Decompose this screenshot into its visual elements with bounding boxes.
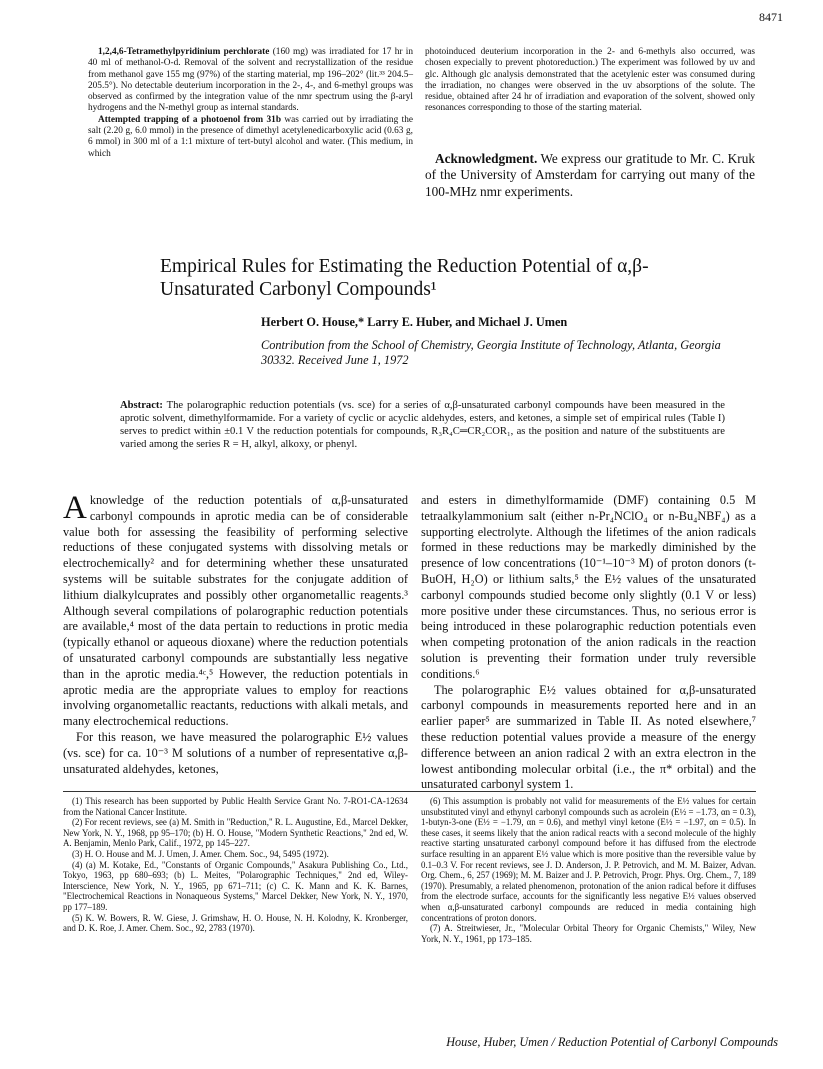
continuation-paragraph xyxy=(88,47,413,115)
footnotes-right xyxy=(421,796,756,944)
abstract-text: The polarographic reduction potentials (vs. sce) for a series of α,β-unsaturated carbonyl compounds have been measured in the aprotic solvent, dimethylformamide. For a variety of cyclic or acyclic aldehydes, esters, and ketones, a simple set of empirical rules (Table I) serves to predict within ±0.1 V the reduction potentials for compounds, R₃R₄C═CR₂COR₁, as the position and nature of the substituents are varied among the series R = H, alkyl, alkoxy, or phenyl. xyxy=(120,400,725,450)
body-left-column xyxy=(63,490,408,777)
body-paragraph-text: knowledge of the reduction potentials of α,β-unsaturated carbonyl compounds in aprotic media can be of considerable value both for assessing the feasibility of performing selective reductions of these conjugated systems with dissolving metals or electrochemically² and for determining whether these unsaturated systems will be suitable substrates for the conjugate addition of lithium dialkylcuprates and possibly other organometallic reagents.³ Although several compilations of polarographic reduction potentials are available,⁴ most of the data pertain to reductions in protic media (typically ethanol or aqueous dioxane) where the reduction potentials of unsaturated carbonyl compounds are substantially less negative than in the aprotic media.⁴ᶜ,⁵ However, the reduction potentials in aprotic media are the appropriate values to employ for reactions involving organometallic reactants, reductions with alkali metals, and many electrochemical reductions. xyxy=(63,493,408,729)
page-number: 8471 xyxy=(759,10,783,24)
body-paragraph: and esters in dimethylformamide (DMF) containing 0.5 M tetraalkylammonium salt (either n-Pr₄NClO₄ or n-Bu₄NBF₄) as a supporting electrolyte. Although the lifetimes of the anion radicals formed in these reductions may be markedly diminished by the presence of low concentrations (10⁻¹–10⁻³ M) of proton donors (t-BuOH, H₂O) or lithium salts,⁵ the E½ values of the unsaturated carbonyl compounds studied become only slightly (0.1 V or less) more positive under these circumstances. Thus, no serious error is being introduced in these polarographic reduction potentials even when competing protonation of the anion radicals in the reaction solution is preventing their formation under truly reversible conditions.⁶ xyxy=(421,493,756,681)
article-affiliation: Contribution from the School of Chemistry, Georgia Institute of Technology, Atlanta, Georgia 30332. Received June 1, 1972 xyxy=(261,338,721,367)
article-authors: Herbert O. House,* Larry E. Huber, and Michael J. Umen xyxy=(261,315,568,329)
footnote: (3) H. O. House and M. J. Umen, J. Amer. Chem. Soc., 94, 5495 (1972). xyxy=(72,848,329,859)
paragraph-text: (160 mg) was irradiated for 17 hr in 40 ml of methanol-O-d. Removal of the solvent and recrystallization of the residue from methanol gave 155 mg (97%) of the starting material, mp 196–202° (lit.³³ 204.5–205.5°). No detectable deuterium incorporation in the 2-, 4-, and 6-methyl groups was observed as confirmed by the integration value of the nmr spectrum using the β-aryl hydrogens and the N-methyl group as internal standards. xyxy=(88,47,413,114)
body-paragraph: For this reason, we have measured the polarographic E½ values (vs. sce) for ca. 10⁻³ M solutions of a number of representative α,β-unsaturated aldehydes, ketones, xyxy=(63,729,408,776)
acknowledgment xyxy=(425,151,755,200)
footnote: (2) For recent reviews, see (a) M. Smith in "Reduction," R. L. Augustine, Ed., Marcel Dekker, New York, N. Y., 1968, pp 95–170; (b) H. O. House, "Modern Synthetic Reactions," 2nd ed, W. A. Benjamin, Menlo Park, Calif., 1972, pp 145–227. xyxy=(63,817,408,849)
continuation-left-column xyxy=(88,47,413,160)
footnote: (7) A. Streitwieser, Jr., "Molecular Orbital Theory for Organic Chemists," Wiley, New York, N. Y., 1961, pp 173–185. xyxy=(421,923,756,944)
footnote: (6) This assumption is probably not valid for measurements of the E½ values for certain unsubstituted vinyl and ethynyl carbonyl compounds such as acrolein (E½ = −1.73, αn = 0.3), 1-butyn-3-one (E½ = −1.79, αn = 0.6), and methyl vinyl ketone (E½ = −1.97, αn = 0.5). In these cases, it seems likely that the anion radical reacts with a second molecule of the highly reactive starting unsaturated carbonyl compound before it has diffused from the electrode surface resulting in an apparent E½ value which is more positive than the reversible value by 0.1–0.3 V. For recent reviews, see J. D. Anderson, J. P. Petrovich, and M. M. Baizer, Advan. Org. Chem., 6, 257 (1969); M. M. Baizer and J. P. Petrovich, Progr. Phys. Org. Chem., 7, 189 (1970). Presumably, a related phenomenon, protonation of the anion radical before it diffuses from the electrode surface, accounts for the significantly less negative E½ values observed when α,β-unsaturated carbonyl compounds are reduced in media containing high concentrations of proton donors. xyxy=(421,796,756,923)
footnotes-left xyxy=(63,796,408,934)
acknowledgment-text: We express our gratitude to Mr. C. Kruk of the University of Amsterdam for carrying out many of the 100-MHz nmr experiments. xyxy=(425,151,755,199)
footnote: (4) (a) M. Kotake, Ed., "Constants of Organic Compounds," Asakura Publishing Co., Ltd., Tokyo, 1963, pp 680–693; (b) L. Meites, "Polarographic Techniques," 2nd ed, Wiley-Interscience, New York, N. Y., 1965, pp 671–711; (c) C. K. Mann and K. K. Barnes, "Electrochemical Reactions in Nonaqueous Systems," Marcel Dekker, New York, N. Y., 1970, pp 177–189. xyxy=(63,859,408,912)
continuation-paragraph: photoinduced deuterium incorporation in the 2- and 6-methyls also occurred, was chosen expecially to prevent photoreduction.) The experiment was followed by uv and glc. Although glc analysis demonstrated that the acetylenic ester was consumed during the irradiation, no changes were observed in the uv absorptions of the solute. The residue, obtained after 24 hr of irradiation and evaporation of the solvent, showed only resonances corresponding to those of the starting material. xyxy=(425,47,755,114)
drop-cap: A xyxy=(63,490,87,526)
footnote: (5) K. W. Bowers, R. W. Giese, J. Grimshaw, H. O. House, N. H. Kolodny, K. Kronberger, and D. K. Roe, J. Amer. Chem. Soc., 92, 2783 (1970). xyxy=(63,912,408,934)
paragraph-text: was carried out by irradiating the salt (2.20 g, 6.0 mmol) in the presence of dimethyl acetylenedicarboxylic acid (0.63 g, 6 mmol) in 300 ml of a 1:1 mixture of tert-butyl alcohol and water. (This medium, in which xyxy=(88,114,413,159)
body-paragraph xyxy=(63,490,408,730)
running-footer: House, Huber, Umen / Reduction Potential of Carbonyl Compounds xyxy=(446,1035,778,1049)
continuation-paragraph xyxy=(88,115,413,160)
footnote: (1) This research has been supported by Public Health Service Grant No. 7-RO1-CA-12634 from the National Cancer Institute. xyxy=(63,796,408,817)
abstract xyxy=(120,399,725,451)
footnote-rule xyxy=(63,791,756,792)
acknowledgment-label: Acknowledgment. xyxy=(435,151,538,166)
abstract-label: Abstract: xyxy=(120,400,163,411)
paragraph-run-in-heading: 1,2,4,6-Tetramethylpyridinium perchlorate xyxy=(98,47,270,57)
body-paragraph: The polarographic E½ values obtained for α,β-unsaturated carbonyl compounds in measurements reported here and in an earlier paper⁵ are summarized in Table II. As noted elsewhere,⁷ these reduction potential values provide a measure of the energy difference between an anion radical 2 with an extra electron in the lowest antibonding molecular orbital (i.e., the π* orbital) and the unsaturated carbonyl system 1. xyxy=(421,682,756,792)
article-title: Empirical Rules for Estimating the Reduction Potential of α,β-Unsaturated Carbonyl Compounds¹ xyxy=(160,256,649,300)
continuation-right-column xyxy=(425,47,755,115)
paragraph-run-in-heading: Attempted trapping of a photoenol from 31b xyxy=(98,114,281,125)
body-right-column xyxy=(421,493,756,793)
